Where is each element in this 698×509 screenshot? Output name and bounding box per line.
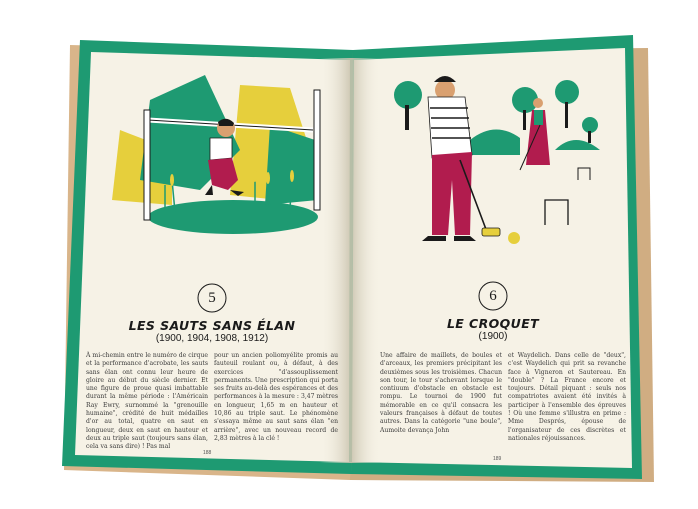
right-page-text-col2: et Waydelich. Dans celle de "deux", c'est Waydelich qui prit sa revanche face à Vigneron et Sautereau. En "double" ? La France encore et toujours. Détail piquant : seuls nos compatriotes avaient été invités à participer à l'ensemble des épreuves ! Où une femme s'illustra en prime : Mme Després, épouse de l'organisateur de ces discrètes et nationales réjouissances. bbox=[508, 352, 626, 442]
left-page-title: LES SAUTS SANS ÉLAN bbox=[128, 318, 296, 333]
gutter-shadow-right bbox=[351, 58, 381, 463]
right-page-text-col1: Une affaire de maillets, de boules et d'arceaux, les premiers précipitant les deuxièmes sous les troisièmes. Chacun son tour, le tour s'achevant lorsque le contiuum d'obstacle en obstacle est rompu. Le tournoi de 1900 fut mémorable en ce qu'il consacra les valeurs françaises à défaut de toutes autres. Dans la catégorie "une boule", Aumoite devança John bbox=[380, 352, 502, 434]
right-page-folio: 189 bbox=[493, 456, 502, 462]
left-page-text-col2: pour un ancien poliomyélite promis au fauteuil roulant ou, à défaut, à des exercices "d'assouplissement permanents. Une prescription qui porta ses fruits au-delà des espérances et des performances à la mesure : 3,47 mètres en longueur, 1,65 m en hauteur et 10,86 au triple saut. Le phénomène s'essaya même au saut sans élan "en arrière", avec un nouveau record de 2,83 mètres à la clé ! bbox=[214, 352, 338, 442]
left-page-text-col1: À mi-chemin entre le numéro de cirque et la performance d'acrobate, les sauts sans élan ont connu leur heure de gloire au début du siècle dernier. Et une figure de proue quasi imbattable durant la même période : l'Américain Ray Ewry, surnommé la "grenouille humaine", crédité de huit médailles d'or au total, quatre en saut en longueur, deux en saut en hauteur et deux au triple saut (toujours sans élan, cela va sans dire) ! Pas mal bbox=[86, 352, 208, 451]
left-page-number: 5 bbox=[208, 290, 216, 306]
left-page-folio: 188 bbox=[203, 450, 212, 456]
right-page-number: 6 bbox=[489, 288, 497, 304]
right-page-title: LE CROQUET bbox=[446, 316, 540, 331]
right-page-years: (1900) bbox=[478, 331, 508, 342]
left-page-years: (1900, 1904, 1908, 1912) bbox=[155, 333, 269, 344]
